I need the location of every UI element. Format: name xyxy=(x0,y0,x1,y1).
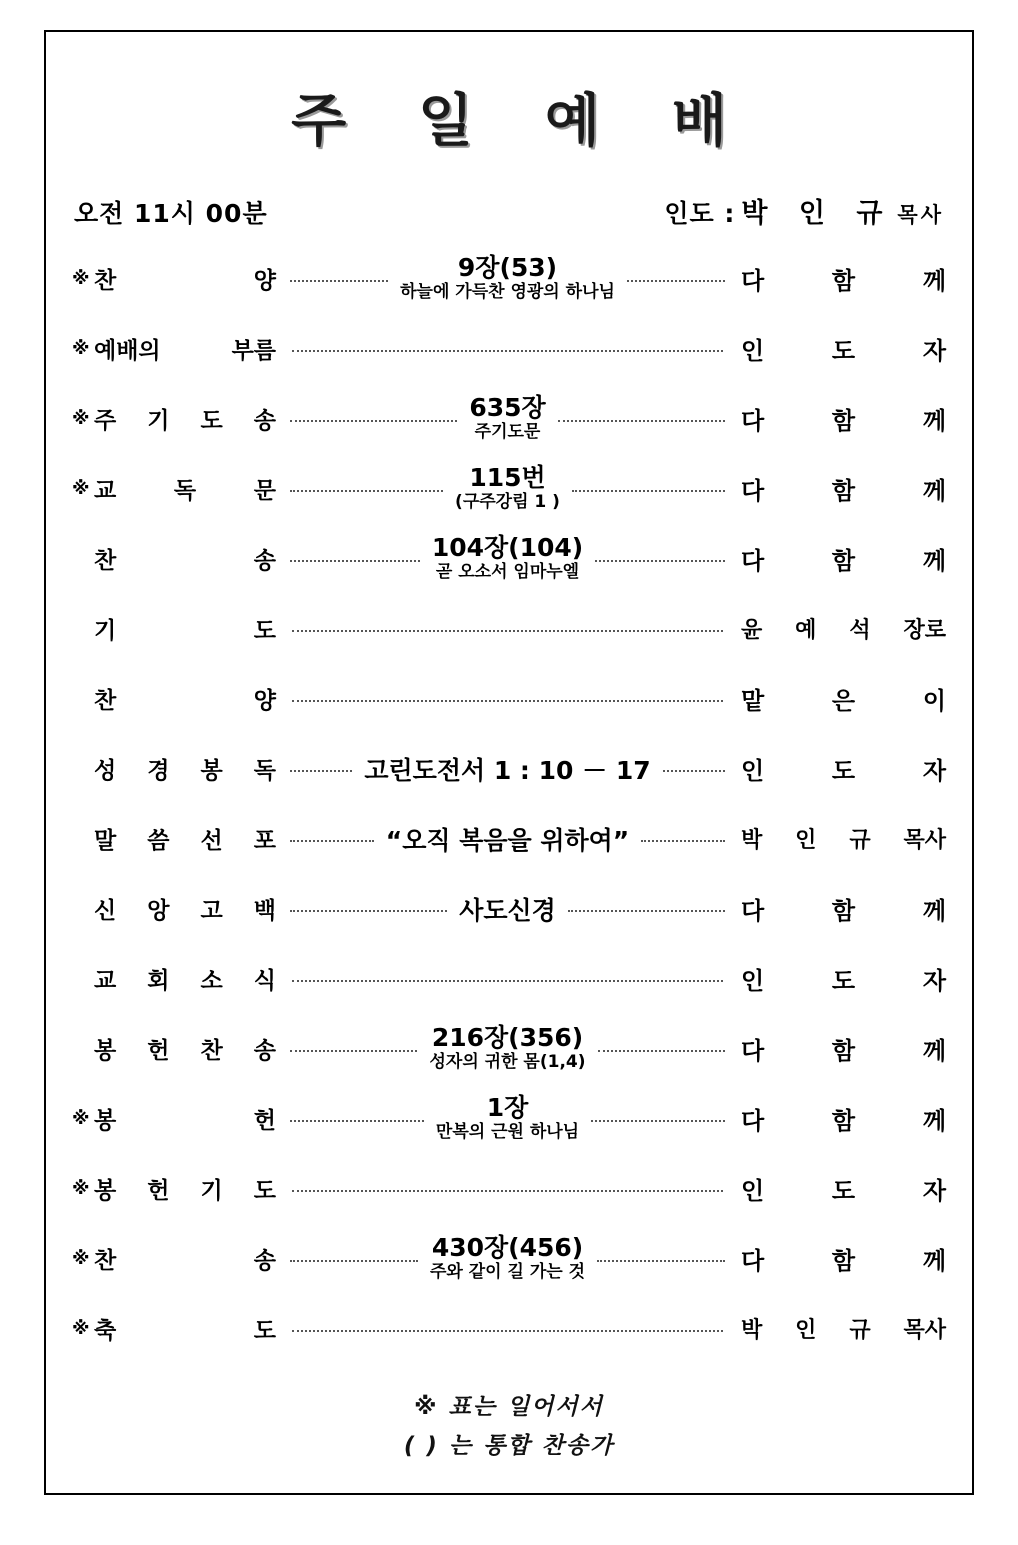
order-item-detail xyxy=(463,395,551,442)
order-item-name-part: 백 xyxy=(253,898,276,925)
leader-dots xyxy=(290,1050,417,1052)
order-item-name-part: 송 xyxy=(253,1248,276,1275)
order-item-name-part: 문 xyxy=(253,478,276,505)
order-item-actor-part: 목사 xyxy=(903,828,946,854)
order-item-name-part: 기 xyxy=(94,618,117,645)
order-item-actor-part: 도 xyxy=(831,1177,856,1206)
order-item-actor-part: 께 xyxy=(922,267,947,296)
order-item-name xyxy=(94,262,284,295)
order-item-actor-part: 인 xyxy=(741,1177,765,1206)
order-item-actor-part: 예 xyxy=(795,618,817,644)
leader-title: 목사 xyxy=(897,202,944,227)
service-header xyxy=(74,191,944,230)
order-item-name-part: 도 xyxy=(200,408,223,435)
order-item-name-part: 봉 xyxy=(94,1108,117,1135)
order-item-detail-main: 115번 xyxy=(469,463,546,493)
footnote-line: ( ) 는 통합 찬송가 xyxy=(403,1432,615,1459)
order-row xyxy=(72,594,946,664)
order-item-name-part: 봉 xyxy=(94,1178,117,1205)
order-item-name xyxy=(94,542,284,575)
order-item-name-part: 찬 xyxy=(94,548,117,575)
order-item-actor-part: 이 xyxy=(922,687,946,716)
asterisk-icon: ※ xyxy=(72,267,90,289)
asterisk-icon: ※ xyxy=(72,1247,90,1269)
order-item-detail-main: 430장(456) xyxy=(431,1233,584,1263)
order-item-actor-part: 께 xyxy=(922,407,946,436)
order-item-name xyxy=(94,682,284,715)
order-item-name-part: 도 xyxy=(253,618,276,645)
order-item-detail xyxy=(394,255,621,302)
order-item-name-part: 교 xyxy=(94,968,117,995)
order-row xyxy=(72,384,946,454)
order-row xyxy=(72,1294,946,1364)
order-item-name xyxy=(94,1242,284,1275)
leader-dots xyxy=(663,770,725,772)
order-item-actor-part: 다 xyxy=(741,477,765,506)
order-item-actor-part: 장로 xyxy=(903,618,946,644)
order-item-name xyxy=(94,962,284,995)
order-item-actor-part: 도 xyxy=(831,757,856,786)
order-item-actor-part: 다 xyxy=(741,407,765,436)
asterisk-icon: ※ xyxy=(72,1107,90,1129)
leader-dots xyxy=(290,490,443,492)
order-item-actor-part: 께 xyxy=(922,1247,946,1276)
order-item-actor-part: 자 xyxy=(922,1177,946,1206)
asterisk-icon: ※ xyxy=(72,337,90,359)
order-item-actor-part: 도 xyxy=(831,337,856,366)
leader-dots xyxy=(292,630,723,632)
order-item-name-part: 독 xyxy=(253,758,276,785)
order-item-name xyxy=(94,612,284,645)
order-item-detail-sub: (구주강림 1 ) xyxy=(455,491,560,512)
leader-dots xyxy=(558,420,725,422)
order-item-name-part: 송 xyxy=(253,408,276,435)
order-row xyxy=(72,314,946,384)
order-item-name-part: 봉 xyxy=(200,758,223,785)
order-item-name-part: 헌 xyxy=(253,1108,276,1135)
order-item-name-part: 예배의 xyxy=(94,338,161,365)
order-item-actor-part: 박 xyxy=(741,828,763,854)
order-item-actor-part: 함 xyxy=(831,267,856,296)
order-item-detail-sub: 하늘에 가득찬 영광의 하나님 xyxy=(400,281,615,302)
order-item-detail xyxy=(453,891,562,927)
order-item-name xyxy=(94,1312,284,1345)
asterisk-icon: ※ xyxy=(72,1177,90,1199)
order-item-actor-part: 함 xyxy=(831,407,856,436)
order-item-actor xyxy=(731,751,946,786)
order-item-name xyxy=(94,472,284,505)
order-item-name-part: 앙 xyxy=(147,898,170,925)
order-row xyxy=(72,804,946,874)
order-item-name-part: 식 xyxy=(253,968,276,995)
order-item-name-part: 포 xyxy=(253,828,276,855)
leader-dots xyxy=(292,700,723,702)
order-item-actor-part: 자 xyxy=(922,967,946,996)
order-item-name-part: 회 xyxy=(147,968,170,995)
order-item-name-part: 송 xyxy=(253,1038,276,1065)
leader-dots xyxy=(290,280,388,282)
order-row xyxy=(72,244,946,314)
order-item-actor-part: 도 xyxy=(831,967,856,996)
leader-dots xyxy=(290,770,352,772)
order-item-name-part: 고 xyxy=(200,898,223,925)
order-item-detail-main: 216장(356) xyxy=(431,1023,584,1053)
leader-dots xyxy=(568,910,725,912)
order-item-actor xyxy=(731,1101,946,1136)
order-item-detail xyxy=(426,535,589,582)
order-item-detail xyxy=(358,751,656,787)
order-item-detail-main: 104장(104) xyxy=(431,533,584,563)
order-item-actor-part: 함 xyxy=(831,897,856,926)
order-item-actor xyxy=(731,541,946,576)
order-item-detail-sub: 주기도문 xyxy=(474,421,541,442)
order-item-actor-part: 다 xyxy=(741,547,765,576)
order-item-actor-part: 규 xyxy=(849,1318,871,1344)
order-item-actor-part: 규 xyxy=(849,828,871,854)
order-item-detail-main: 635장 xyxy=(469,393,546,423)
leader-name: 박 인 규 xyxy=(741,197,894,229)
order-item-detail-main: 9장(53) xyxy=(457,253,558,283)
order-item-actor-part: 인 xyxy=(741,337,765,366)
order-row xyxy=(72,734,946,804)
order-item-detail-main: 사도신경 xyxy=(459,895,556,925)
order-item-detail-main: “오직 복음을 위하여” xyxy=(385,825,630,855)
order-item-actor-part: 함 xyxy=(831,547,856,576)
order-item-name-part: 부름 xyxy=(231,338,276,365)
footnotes xyxy=(46,1388,972,1466)
order-item-detail xyxy=(423,1025,591,1072)
order-item-name-part: 헌 xyxy=(147,1178,170,1205)
order-row xyxy=(72,454,946,524)
order-item-actor-part: 함 xyxy=(831,477,856,506)
order-item-name xyxy=(94,1172,284,1205)
leader-dots xyxy=(627,280,725,282)
order-item-name xyxy=(94,892,284,925)
order-item-actor-part: 다 xyxy=(741,1247,765,1276)
order-item-name-part: 선 xyxy=(200,828,223,855)
order-item-actor xyxy=(731,331,946,366)
order-item-detail-sub: 성자의 귀한 몸(1,4) xyxy=(429,1051,586,1072)
leader-dots xyxy=(598,1050,725,1052)
order-row xyxy=(72,1224,946,1294)
order-item-actor-part: 함 xyxy=(831,1247,856,1276)
order-item-name-part: 말 xyxy=(94,828,117,855)
order-item-name-part: 찬 xyxy=(94,688,117,715)
service-leader xyxy=(664,191,944,230)
order-item-actor xyxy=(731,1031,946,1066)
leader-dots xyxy=(572,490,725,492)
order-item-name-part: 양 xyxy=(253,268,276,295)
order-item-actor-part: 맡 xyxy=(741,687,765,716)
leader-dots xyxy=(290,840,374,842)
leader-dots xyxy=(292,1330,723,1332)
order-item-actor-part: 자 xyxy=(922,757,946,786)
order-item-detail-sub: 곧 오소서 임마누엘 xyxy=(435,561,580,582)
bulletin-page xyxy=(44,30,974,1495)
order-item-name-part: 축 xyxy=(94,1318,117,1345)
order-item-actor-part: 자 xyxy=(922,337,946,366)
leader-dots xyxy=(597,1260,725,1262)
service-time: 오전 11시 00분 xyxy=(74,198,268,228)
order-item-actor xyxy=(731,613,946,644)
order-row xyxy=(72,874,946,944)
asterisk-icon: ※ xyxy=(72,1317,90,1339)
leader-dots xyxy=(290,420,457,422)
order-item-name-part: 주 xyxy=(94,408,117,435)
order-item-actor-part: 께 xyxy=(922,477,946,506)
order-item-name-part: 기 xyxy=(147,408,170,435)
order-row xyxy=(72,1014,946,1084)
order-item-actor-part: 께 xyxy=(922,1107,946,1136)
order-item-actor-part: 석 xyxy=(849,618,871,644)
order-item-name-part: 양 xyxy=(253,688,276,715)
order-item-detail xyxy=(380,821,635,857)
order-item-name-part: 신 xyxy=(94,898,117,925)
leader-dots xyxy=(292,1190,723,1192)
asterisk-icon: ※ xyxy=(72,477,90,499)
order-item-name xyxy=(94,822,284,855)
leader-dots xyxy=(292,350,723,352)
order-item-name-part: 찬 xyxy=(94,268,117,295)
order-item-actor-part: 인 xyxy=(741,757,765,786)
order-item-actor-part: 인 xyxy=(741,967,765,996)
order-row xyxy=(72,524,946,594)
order-item-name-part: 교 xyxy=(94,478,117,505)
order-item-actor xyxy=(731,681,946,716)
order-item-name-part: 송 xyxy=(253,548,276,575)
leader-dots xyxy=(292,980,723,982)
order-item-detail xyxy=(430,1095,585,1142)
order-item-actor xyxy=(731,823,946,854)
order-item-actor-part: 께 xyxy=(922,897,947,926)
order-item-actor-part: 인 xyxy=(795,828,817,854)
footnote-line: ※ 표는 일어서서 xyxy=(414,1393,604,1420)
order-item-actor-part: 다 xyxy=(741,1037,765,1066)
order-item-actor xyxy=(731,1171,946,1206)
order-item-detail-sub: 주와 같이 길 가는 것 xyxy=(429,1261,586,1282)
leader-dots xyxy=(591,1120,725,1122)
leader-dots xyxy=(290,1260,418,1262)
order-item-actor-part: 윤 xyxy=(741,618,763,644)
order-item-name-part: 경 xyxy=(147,758,170,785)
order-item-detail-main: 고린도전서 1 : 10 － 17 xyxy=(364,755,651,785)
order-item-actor-part: 다 xyxy=(741,1107,765,1136)
order-item-name-part: 헌 xyxy=(147,1038,170,1065)
order-item-actor-part: 박 xyxy=(741,1318,763,1344)
order-row xyxy=(72,1154,946,1224)
leader-dots xyxy=(290,560,420,562)
order-item-actor-part: 께 xyxy=(922,1037,946,1066)
order-item-actor-part: 은 xyxy=(831,687,856,716)
order-item-actor-part: 함 xyxy=(831,1107,856,1136)
order-row xyxy=(72,664,946,734)
order-item-actor-part: 함 xyxy=(831,1037,856,1066)
order-of-service-list xyxy=(72,244,946,1364)
order-item-name-part: 봉 xyxy=(94,1038,117,1065)
order-item-detail-sub: 만복의 근원 하나님 xyxy=(435,1121,580,1142)
order-item-actor-part: 다 xyxy=(741,897,765,926)
order-item-name-part: 독 xyxy=(173,478,197,505)
order-item-actor xyxy=(731,961,946,996)
order-item-name-part: 도 xyxy=(253,1178,276,1205)
order-item-detail xyxy=(424,1235,591,1282)
order-item-actor xyxy=(731,261,946,296)
order-item-actor xyxy=(731,891,946,926)
order-item-name-part: 도 xyxy=(253,1318,276,1345)
order-item-actor-part: 목사 xyxy=(903,1318,946,1344)
order-item-actor xyxy=(731,471,946,506)
order-item-detail-main: 1장 xyxy=(486,1093,529,1123)
leader-label: 인도 : xyxy=(664,198,736,228)
order-item-detail xyxy=(449,465,566,512)
order-item-name-part: 씀 xyxy=(147,828,170,855)
order-item-name xyxy=(94,752,284,785)
order-item-name xyxy=(94,1032,284,1065)
order-item-name-part: 성 xyxy=(94,758,117,785)
order-item-actor xyxy=(731,1241,946,1276)
order-item-name-part: 소 xyxy=(200,968,223,995)
order-item-name-part: 찬 xyxy=(94,1248,117,1275)
order-item-name xyxy=(94,332,284,365)
order-item-name-part: 찬 xyxy=(200,1038,223,1065)
order-item-actor-part: 다 xyxy=(741,267,765,296)
order-row xyxy=(72,1084,946,1154)
order-item-actor xyxy=(731,1313,946,1344)
leader-dots xyxy=(641,840,725,842)
leader-dots xyxy=(595,560,725,562)
leader-dots xyxy=(290,1120,424,1122)
asterisk-icon: ※ xyxy=(72,407,90,429)
order-row xyxy=(72,944,946,1014)
order-item-name xyxy=(94,1102,284,1135)
leader-dots xyxy=(290,910,447,912)
order-item-name xyxy=(94,402,284,435)
order-item-actor xyxy=(731,401,946,436)
order-item-name-part: 기 xyxy=(200,1178,223,1205)
order-item-actor-part: 인 xyxy=(795,1318,817,1344)
page-title: 주 일 예 배 xyxy=(291,88,753,154)
order-item-actor-part: 께 xyxy=(922,547,946,576)
